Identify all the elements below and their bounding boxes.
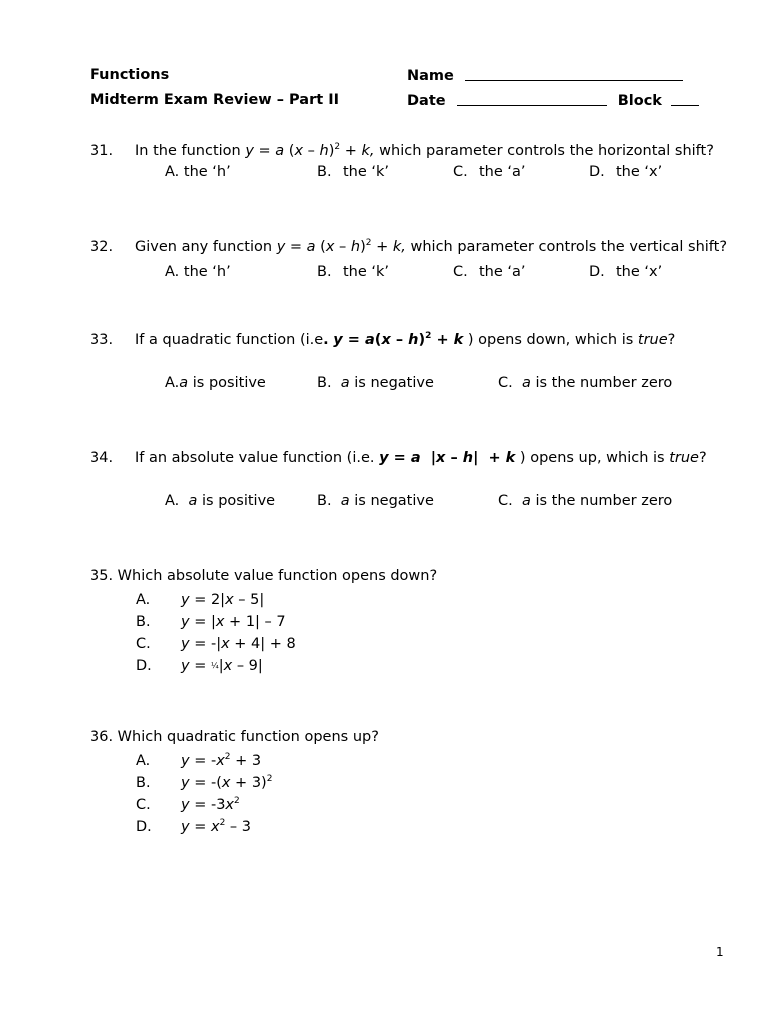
q31-stem: In the function y = a (x – h)$^2$ + k, which parameter controls the horizontal shift?: [135, 142, 714, 159]
date-field: [407, 93, 699, 109]
q35-option-b: y = |x + 1| – 7: [181, 614, 286, 630]
q34-number: 34.: [90, 450, 114, 466]
q36-option-b: $y = -(x + 3)^2$: [181, 774, 273, 791]
block-label: Block: [617, 93, 662, 109]
q34-choice-c: C. a is the number zero: [498, 493, 673, 509]
q35-label-c: C.: [136, 636, 151, 652]
q36-stem: 36. Which quadratic function opens up?: [90, 729, 379, 745]
q32-choice-b: the ‘k’: [343, 264, 390, 280]
q32-choice-c-label: C.: [453, 264, 468, 280]
q31-choice-b-label: B.: [317, 164, 332, 180]
q36-label-d: D.: [136, 819, 152, 835]
q32-equation: y = a (x – h)$^2$ + k,: [276, 238, 406, 255]
q36-label-c: C.: [136, 797, 151, 813]
q32-choice-c: the ‘a’: [479, 264, 526, 280]
name-label: Name: [407, 68, 454, 84]
q36-option-c: $y = -3x^2$: [181, 796, 240, 813]
q35-label-d: D.: [136, 658, 152, 674]
q36-option-a: $y = -x^2 + 3$: [181, 752, 262, 769]
q34-stem: If an absolute value function (i.e. y = a |x – h| + k ) opens up, which is true?: [135, 450, 707, 466]
q32-choice-d: the ‘x’: [616, 264, 663, 280]
q33-choice-a: A.a is positive: [165, 375, 266, 391]
q34-equation: y = a |x – h| + k: [379, 450, 516, 466]
q32-choice-d-label: D.: [589, 264, 605, 280]
date-label: Date: [407, 93, 446, 109]
q31-choice-c-label: C.: [453, 164, 468, 180]
q36-label-b: B.: [136, 775, 151, 791]
q36-label-a: A.: [136, 753, 151, 769]
q31-choice-b: the ‘k’: [343, 164, 390, 180]
q34-choice-b: B. a is negative: [317, 493, 434, 509]
name-field: [407, 68, 683, 84]
q31-choice-d: the ‘x’: [616, 164, 663, 180]
q33-choice-b: B. a is negative: [317, 375, 434, 391]
q35-option-a: y = 2|x – 5|: [181, 592, 265, 608]
q35-option-c: y = -|x + 4| + 8: [181, 636, 296, 652]
q35-stem: 35. Which absolute value function opens down?: [90, 568, 438, 584]
q33-equation: y = a(x – h)$^2$ + k: [333, 331, 464, 348]
q32-stem: Given any function y = a (x – h)$^2$ + k, which parameter controls the vertical shift?: [135, 238, 728, 255]
name-blank: [465, 68, 683, 81]
doc-title: Functions: [90, 67, 170, 83]
date-blank: [457, 93, 607, 106]
page-number: 1: [716, 945, 724, 959]
q35-option-d: y = ¼|x – 9|: [181, 658, 263, 674]
q36-option-d: $y = x^2 - 3$: [181, 818, 251, 835]
q31-choice-d-label: D.: [589, 164, 605, 180]
q32-number: 32.: [90, 239, 114, 255]
q32-choice-b-label: B.: [317, 264, 332, 280]
block-blank: [671, 93, 699, 106]
q31-number: 31.: [90, 143, 114, 159]
q33-choice-c: C. a is the number zero: [498, 375, 673, 391]
q31-choice-a: A. the ‘h’: [165, 164, 231, 180]
q34-choice-a: A. a is positive: [165, 493, 276, 509]
doc-subtitle: Midterm Exam Review – Part II: [90, 92, 339, 108]
q33-stem: If a quadratic function (i.e. y = a(x – h)$^2$ + k ) opens down, which is true?: [135, 331, 676, 348]
q31-equation: y = a (x – h)$^2$ + k,: [245, 142, 375, 159]
q35-label-b: B.: [136, 614, 151, 630]
q31-choice-c: the ‘a’: [479, 164, 526, 180]
q35-label-a: A.: [136, 592, 151, 608]
q33-number: 33.: [90, 332, 114, 348]
q32-choice-a: A. the ‘h’: [165, 264, 231, 280]
